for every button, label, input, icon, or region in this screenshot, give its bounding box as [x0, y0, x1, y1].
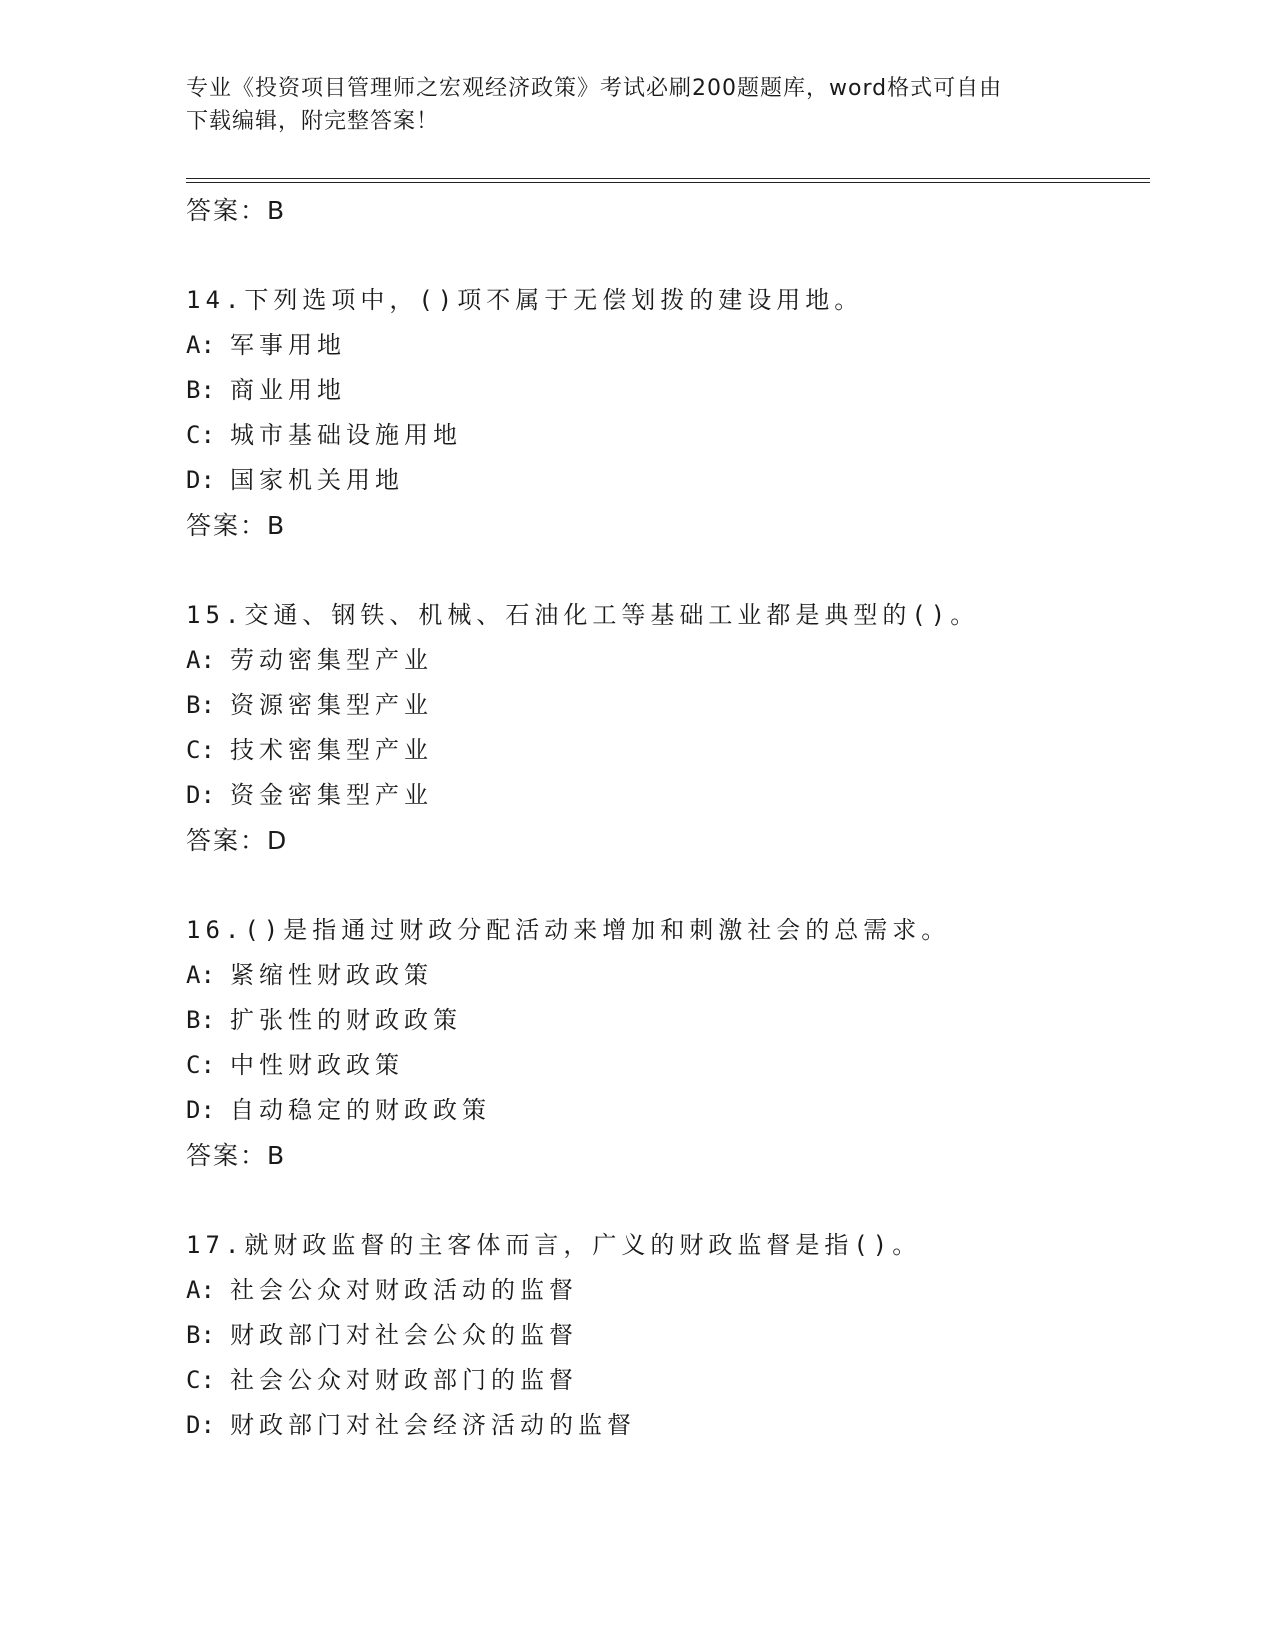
option-text: 财政部门对社会经济活动的监督 [230, 1411, 636, 1439]
option-key: A: [186, 961, 215, 989]
header-line-2: 下载编辑，附完整答案！ [186, 109, 440, 134]
option-a [186, 1268, 1150, 1313]
question-text: 16.()是指通过财政分配活动来增加和刺激社会的总需求。 [186, 916, 951, 944]
question-text: 17.就财政监督的主客体而言，广义的财政监督是指()。 [186, 1231, 922, 1259]
option-key: B: [186, 1006, 215, 1034]
option-text: 资金密集型产业 [230, 781, 433, 809]
answer-value: B [267, 511, 287, 540]
option-key: A: [186, 646, 215, 674]
option-a [186, 953, 1150, 998]
option-d [186, 458, 1150, 503]
option-text: 扩张性的财政政策 [230, 1006, 462, 1034]
option-text: 社会公众对财政活动的监督 [230, 1276, 578, 1304]
answer-label: 答案： [186, 1141, 268, 1170]
option-key: C: [186, 736, 215, 764]
option-text: 社会公众对财政部门的监督 [230, 1366, 578, 1394]
document-header [186, 72, 1066, 138]
option-d [186, 1088, 1150, 1133]
option-key: C: [186, 421, 215, 449]
question-text: 15.交通、钢铁、机械、石油化工等基础工业都是典型的()。 [186, 601, 980, 629]
option-text: 中性财政政策 [230, 1051, 404, 1079]
option-text: 财政部门对社会公众的监督 [230, 1321, 578, 1349]
option-text: 国家机关用地 [230, 466, 404, 494]
option-b [186, 368, 1150, 413]
option-text: 劳动密集型产业 [230, 646, 433, 674]
answer-label: 答案： [186, 196, 268, 225]
question-text: 14.下列选项中，()项不属于无偿划拨的建设用地。 [186, 286, 864, 314]
option-c [186, 413, 1150, 458]
question-17 [186, 1223, 1150, 1448]
option-d [186, 1403, 1150, 1448]
option-a [186, 638, 1150, 683]
option-b [186, 1313, 1150, 1358]
document-page [186, 0, 1150, 1650]
answer-line [186, 503, 1150, 549]
answer-value: B [267, 1141, 287, 1170]
option-key: D: [186, 466, 215, 494]
option-key: D: [186, 781, 215, 809]
option-key: B: [186, 1321, 215, 1349]
option-key: A: [186, 1276, 215, 1304]
option-b [186, 683, 1150, 728]
option-text: 商业用地 [230, 376, 346, 404]
option-text: 资源密集型产业 [230, 691, 433, 719]
option-key: B: [186, 691, 215, 719]
option-b [186, 998, 1150, 1043]
option-key: D: [186, 1411, 215, 1439]
option-d [186, 773, 1150, 818]
option-key: C: [186, 1051, 215, 1079]
question-16 [186, 908, 1150, 1179]
option-text: 城市基础设施用地 [230, 421, 462, 449]
question-14 [186, 278, 1150, 549]
answer-line [186, 188, 1150, 234]
option-text: 军事用地 [230, 331, 346, 359]
option-c [186, 728, 1150, 773]
option-text: 紧缩性财政政策 [230, 961, 433, 989]
header-line-1: 专业《投资项目管理师之宏观经济政策》考试必刷200题题库，word格式可自由 [186, 76, 1003, 101]
option-key: C: [186, 1366, 215, 1394]
option-key: A: [186, 331, 215, 359]
option-text: 自动稳定的财政政策 [230, 1096, 491, 1124]
question-list [186, 188, 1150, 1448]
option-c [186, 1043, 1150, 1088]
header-double-rule [186, 178, 1150, 183]
option-key: B: [186, 376, 215, 404]
option-c [186, 1358, 1150, 1403]
option-key: D: [186, 1096, 215, 1124]
answer-line [186, 818, 1150, 864]
question-15 [186, 593, 1150, 864]
answer-label: 答案： [186, 826, 268, 855]
option-text: 技术密集型产业 [230, 736, 433, 764]
answer-value: D [267, 826, 289, 855]
answer-label: 答案： [186, 511, 268, 540]
option-a [186, 323, 1150, 368]
answer-value: B [267, 196, 287, 225]
answer-line [186, 1133, 1150, 1179]
